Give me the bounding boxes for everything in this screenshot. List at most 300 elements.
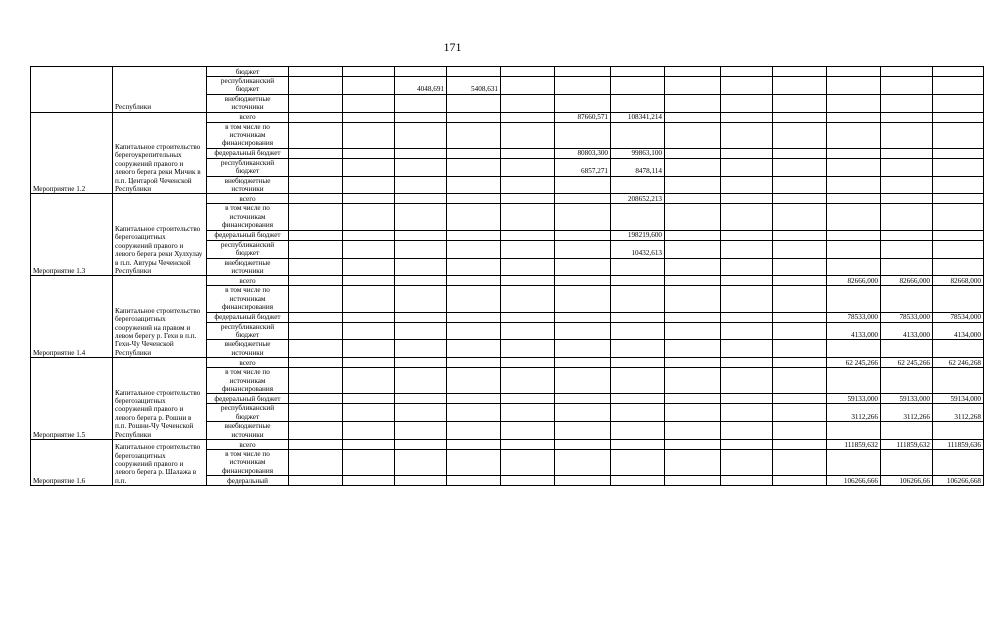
value-cell — [447, 312, 501, 322]
measure-cell: Мероприятие 1.6 — [31, 440, 113, 486]
value-cell — [933, 148, 984, 158]
value-cell: 80803,300 — [555, 148, 611, 158]
value-cell — [555, 240, 611, 258]
value-cell — [611, 204, 665, 230]
value-cell — [773, 258, 827, 276]
value-cell — [447, 450, 501, 476]
value-cell — [555, 450, 611, 476]
value-cell — [555, 230, 611, 240]
value-cell — [447, 476, 501, 486]
value-cell — [447, 322, 501, 340]
value-cell — [501, 176, 555, 194]
value-cell — [721, 158, 773, 176]
value-cell — [881, 204, 933, 230]
value-cell — [447, 158, 501, 176]
value-cell — [933, 450, 984, 476]
value-cell — [343, 450, 395, 476]
value-cell — [555, 258, 611, 276]
value-cell — [827, 368, 881, 394]
funding-source-cell: республиканский бюджет — [207, 158, 289, 176]
value-cell — [501, 240, 555, 258]
value-cell — [447, 340, 501, 358]
value-cell — [447, 148, 501, 158]
value-cell — [665, 286, 721, 312]
value-cell: 108341,214 — [611, 112, 665, 122]
value-cell — [343, 204, 395, 230]
value-cell — [395, 322, 447, 340]
value-cell — [933, 194, 984, 204]
table-row — [31, 276, 984, 286]
value-cell — [721, 148, 773, 158]
value-cell: 106266,668 — [933, 476, 984, 486]
table-row — [31, 440, 984, 450]
value-cell — [289, 148, 343, 158]
value-cell — [289, 67, 343, 77]
funding-source-cell: федеральный бюджет — [207, 230, 289, 240]
value-cell — [933, 158, 984, 176]
value-cell — [611, 322, 665, 340]
table-row — [31, 194, 984, 204]
value-cell — [665, 194, 721, 204]
funding-source-cell: федеральный бюджет — [207, 394, 289, 404]
value-cell — [343, 340, 395, 358]
value-cell — [881, 94, 933, 112]
value-cell — [395, 450, 447, 476]
value-cell: 3112,268 — [933, 404, 984, 422]
value-cell: 4133,000 — [827, 322, 881, 340]
measure-cell: Мероприятие 1.3 — [31, 194, 113, 276]
value-cell: 3112,266 — [827, 404, 881, 422]
value-cell — [289, 394, 343, 404]
value-cell — [665, 422, 721, 440]
value-cell — [289, 322, 343, 340]
value-cell — [773, 240, 827, 258]
value-cell — [827, 148, 881, 158]
value-cell — [665, 404, 721, 422]
value-cell — [933, 368, 984, 394]
value-cell — [289, 77, 343, 95]
measure-name-cell: Капитальное строительство берегозащитных сооружений на правом и левом берегу р. Гехи в п.п. Гехи-Чу Чеченской Республики — [113, 276, 207, 358]
value-cell — [343, 240, 395, 258]
value-cell — [447, 122, 501, 148]
value-cell — [827, 258, 881, 276]
value-cell — [773, 450, 827, 476]
value-cell — [395, 158, 447, 176]
value-cell — [773, 440, 827, 450]
value-cell — [665, 358, 721, 368]
value-cell — [447, 194, 501, 204]
value-cell — [721, 258, 773, 276]
value-cell — [289, 368, 343, 394]
value-cell — [501, 368, 555, 394]
value-cell — [501, 422, 555, 440]
funding-source-cell: республиканский бюджет — [207, 404, 289, 422]
value-cell — [501, 67, 555, 77]
value-cell — [721, 422, 773, 440]
value-cell — [501, 394, 555, 404]
value-cell — [395, 67, 447, 77]
value-cell: 78533,000 — [827, 312, 881, 322]
value-cell — [289, 230, 343, 240]
value-cell — [721, 404, 773, 422]
value-cell — [395, 122, 447, 148]
value-cell: 59133,000 — [827, 394, 881, 404]
value-cell: 106266,66 — [881, 476, 933, 486]
measure-name-cell: Капитальное строительство берегоукрепительных сооружений правого и левого берега реки Мичик в п.п. Центарой Чеченской Республики — [113, 112, 207, 194]
value-cell — [447, 67, 501, 77]
value-cell — [447, 176, 501, 194]
value-cell — [555, 276, 611, 286]
value-cell — [933, 422, 984, 440]
value-cell — [343, 112, 395, 122]
value-cell — [501, 286, 555, 312]
measure-name-cell: Республики — [113, 67, 207, 113]
measure-cell — [31, 67, 113, 113]
table-row — [31, 112, 984, 122]
value-cell — [555, 422, 611, 440]
value-cell — [395, 148, 447, 158]
value-cell — [611, 67, 665, 77]
funding-source-cell: в том числе по источникам финансирования — [207, 286, 289, 312]
value-cell: 78533,000 — [881, 312, 933, 322]
value-cell — [721, 204, 773, 230]
value-cell — [773, 122, 827, 148]
value-cell — [721, 240, 773, 258]
value-cell — [289, 286, 343, 312]
value-cell — [721, 194, 773, 204]
value-cell: 5408,631 — [447, 77, 501, 95]
value-cell — [827, 194, 881, 204]
funding-source-cell: внебюджетные источники — [207, 258, 289, 276]
value-cell — [501, 258, 555, 276]
funding-source-cell: федеральный — [207, 476, 289, 486]
funding-source-cell: в том числе по источникам финансирования — [207, 450, 289, 476]
value-cell: 62 245,266 — [881, 358, 933, 368]
value-cell — [501, 148, 555, 158]
value-cell — [501, 340, 555, 358]
value-cell — [395, 194, 447, 204]
value-cell — [611, 368, 665, 394]
value-cell — [289, 422, 343, 440]
value-cell — [665, 176, 721, 194]
value-cell — [343, 258, 395, 276]
value-cell — [343, 176, 395, 194]
value-cell — [721, 450, 773, 476]
value-cell — [665, 240, 721, 258]
value-cell — [721, 322, 773, 340]
value-cell — [881, 158, 933, 176]
value-cell — [827, 204, 881, 230]
value-cell — [343, 322, 395, 340]
value-cell — [395, 440, 447, 450]
value-cell: 8478,114 — [611, 158, 665, 176]
value-cell — [933, 94, 984, 112]
funding-source-cell: в том числе по источникам финансирования — [207, 204, 289, 230]
value-cell — [721, 77, 773, 95]
value-cell — [721, 358, 773, 368]
value-cell — [933, 112, 984, 122]
value-cell — [447, 422, 501, 440]
value-cell — [395, 204, 447, 230]
value-cell — [611, 258, 665, 276]
funding-source-cell: в том числе по источникам финансирования — [207, 122, 289, 148]
measure-cell: Мероприятие 1.4 — [31, 276, 113, 358]
value-cell — [501, 194, 555, 204]
value-cell: 62 245,266 — [827, 358, 881, 368]
value-cell — [933, 122, 984, 148]
value-cell — [773, 286, 827, 312]
value-cell — [665, 230, 721, 240]
value-cell — [395, 340, 447, 358]
value-cell — [501, 94, 555, 112]
value-cell — [343, 368, 395, 394]
value-cell: 10432,613 — [611, 240, 665, 258]
funding-source-cell: внебюджетные источники — [207, 340, 289, 358]
value-cell — [343, 67, 395, 77]
value-cell — [933, 340, 984, 358]
value-cell — [343, 286, 395, 312]
value-cell — [665, 322, 721, 340]
value-cell — [611, 440, 665, 450]
value-cell — [447, 358, 501, 368]
value-cell — [343, 148, 395, 158]
value-cell — [555, 194, 611, 204]
value-cell — [555, 368, 611, 394]
value-cell — [447, 258, 501, 276]
value-cell — [881, 176, 933, 194]
measure-cell: Мероприятие 1.2 — [31, 112, 113, 194]
value-cell — [665, 368, 721, 394]
value-cell: 4048,691 — [395, 77, 447, 95]
value-cell — [721, 176, 773, 194]
value-cell — [665, 77, 721, 95]
value-cell — [395, 358, 447, 368]
value-cell — [555, 404, 611, 422]
value-cell — [501, 204, 555, 230]
value-cell — [665, 122, 721, 148]
value-cell — [555, 67, 611, 77]
value-cell: 59134,000 — [933, 394, 984, 404]
value-cell — [611, 94, 665, 112]
value-cell: 82666,000 — [827, 276, 881, 286]
value-cell — [395, 240, 447, 258]
value-cell — [611, 340, 665, 358]
value-cell: 6857,271 — [555, 158, 611, 176]
value-cell — [773, 358, 827, 368]
value-cell — [721, 94, 773, 112]
value-cell — [611, 394, 665, 404]
value-cell — [343, 422, 395, 440]
value-cell — [395, 94, 447, 112]
value-cell — [447, 276, 501, 286]
value-cell: 4134,000 — [933, 322, 984, 340]
value-cell — [881, 77, 933, 95]
value-cell — [611, 422, 665, 440]
value-cell — [773, 77, 827, 95]
value-cell: 3112,266 — [881, 404, 933, 422]
value-cell — [773, 276, 827, 286]
value-cell — [343, 476, 395, 486]
value-cell: 111859,632 — [881, 440, 933, 450]
table-row — [31, 67, 984, 77]
value-cell — [555, 394, 611, 404]
value-cell — [395, 394, 447, 404]
value-cell — [665, 67, 721, 77]
value-cell — [773, 312, 827, 322]
value-cell — [827, 67, 881, 77]
table-row — [31, 358, 984, 368]
value-cell — [289, 404, 343, 422]
value-cell — [721, 67, 773, 77]
value-cell — [721, 286, 773, 312]
value-cell — [501, 312, 555, 322]
value-cell — [881, 286, 933, 312]
value-cell — [395, 368, 447, 394]
value-cell — [395, 312, 447, 322]
funding-source-cell: республиканский бюджет — [207, 77, 289, 95]
value-cell — [773, 176, 827, 194]
value-cell — [611, 312, 665, 322]
value-cell — [555, 440, 611, 450]
value-cell — [611, 476, 665, 486]
value-cell — [555, 358, 611, 368]
funding-source-cell: федеральный бюджет — [207, 148, 289, 158]
value-cell — [343, 276, 395, 286]
value-cell — [827, 340, 881, 358]
value-cell: 82666,000 — [881, 276, 933, 286]
value-cell — [289, 94, 343, 112]
value-cell — [773, 94, 827, 112]
value-cell — [665, 450, 721, 476]
value-cell — [827, 77, 881, 95]
value-cell — [827, 422, 881, 440]
value-cell: 111859,632 — [827, 440, 881, 450]
value-cell — [721, 340, 773, 358]
value-cell — [501, 276, 555, 286]
value-cell — [343, 230, 395, 240]
value-cell — [881, 368, 933, 394]
value-cell — [881, 112, 933, 122]
value-cell — [501, 122, 555, 148]
value-cell — [501, 450, 555, 476]
value-cell: 82668,000 — [933, 276, 984, 286]
value-cell — [447, 368, 501, 394]
value-cell — [665, 312, 721, 322]
value-cell — [289, 122, 343, 148]
funding-source-cell: всего — [207, 358, 289, 368]
value-cell — [395, 276, 447, 286]
value-cell — [827, 94, 881, 112]
value-cell — [343, 77, 395, 95]
value-cell — [447, 394, 501, 404]
value-cell — [611, 358, 665, 368]
value-cell — [665, 340, 721, 358]
value-cell — [289, 276, 343, 286]
value-cell: 208652,213 — [611, 194, 665, 204]
value-cell — [501, 322, 555, 340]
value-cell — [447, 286, 501, 312]
value-cell — [773, 194, 827, 204]
value-cell — [501, 358, 555, 368]
value-cell — [555, 476, 611, 486]
value-cell — [447, 440, 501, 450]
funding-source-cell: внебюджетные источники — [207, 94, 289, 112]
value-cell — [289, 258, 343, 276]
funding-source-cell: внебюджетные источники — [207, 422, 289, 440]
funding-source-cell: бюджет — [207, 67, 289, 77]
value-cell — [501, 158, 555, 176]
value-cell — [289, 312, 343, 322]
value-cell — [665, 258, 721, 276]
funding-source-cell: всего — [207, 440, 289, 450]
value-cell — [827, 176, 881, 194]
value-cell — [881, 422, 933, 440]
value-cell — [773, 230, 827, 240]
value-cell — [773, 204, 827, 230]
funding-source-cell: федеральный бюджет — [207, 312, 289, 322]
value-cell — [501, 476, 555, 486]
value-cell — [395, 422, 447, 440]
value-cell — [395, 476, 447, 486]
value-cell — [773, 67, 827, 77]
value-cell — [289, 240, 343, 258]
measure-name-cell: Капитальное строительство берегозащитных сооружений правого и левого берега р. Шалажа в п.п. — [113, 440, 207, 486]
value-cell: 198219,600 — [611, 230, 665, 240]
value-cell: 106266,666 — [827, 476, 881, 486]
value-cell — [721, 122, 773, 148]
value-cell — [555, 322, 611, 340]
value-cell — [933, 204, 984, 230]
value-cell — [447, 204, 501, 230]
value-cell — [773, 148, 827, 158]
funding-source-cell: всего — [207, 112, 289, 122]
value-cell — [827, 158, 881, 176]
value-cell — [611, 176, 665, 194]
value-cell — [289, 176, 343, 194]
value-cell — [721, 112, 773, 122]
value-cell — [501, 404, 555, 422]
value-cell — [343, 394, 395, 404]
value-cell — [447, 404, 501, 422]
value-cell — [289, 204, 343, 230]
value-cell — [933, 258, 984, 276]
value-cell — [665, 476, 721, 486]
value-cell — [395, 112, 447, 122]
value-cell — [933, 286, 984, 312]
value-cell — [827, 450, 881, 476]
value-cell — [611, 77, 665, 95]
value-cell — [289, 440, 343, 450]
value-cell — [289, 358, 343, 368]
funding-source-cell: внебюджетные источники — [207, 176, 289, 194]
value-cell — [395, 258, 447, 276]
value-cell — [289, 340, 343, 358]
value-cell — [555, 312, 611, 322]
value-cell — [721, 230, 773, 240]
value-cell — [721, 440, 773, 450]
value-cell — [881, 67, 933, 77]
budget-table — [30, 66, 984, 486]
value-cell — [721, 312, 773, 322]
value-cell — [501, 112, 555, 122]
value-cell — [343, 94, 395, 112]
value-cell — [555, 286, 611, 312]
funding-source-cell: всего — [207, 194, 289, 204]
value-cell — [881, 148, 933, 158]
value-cell — [881, 194, 933, 204]
value-cell — [343, 404, 395, 422]
value-cell — [289, 476, 343, 486]
